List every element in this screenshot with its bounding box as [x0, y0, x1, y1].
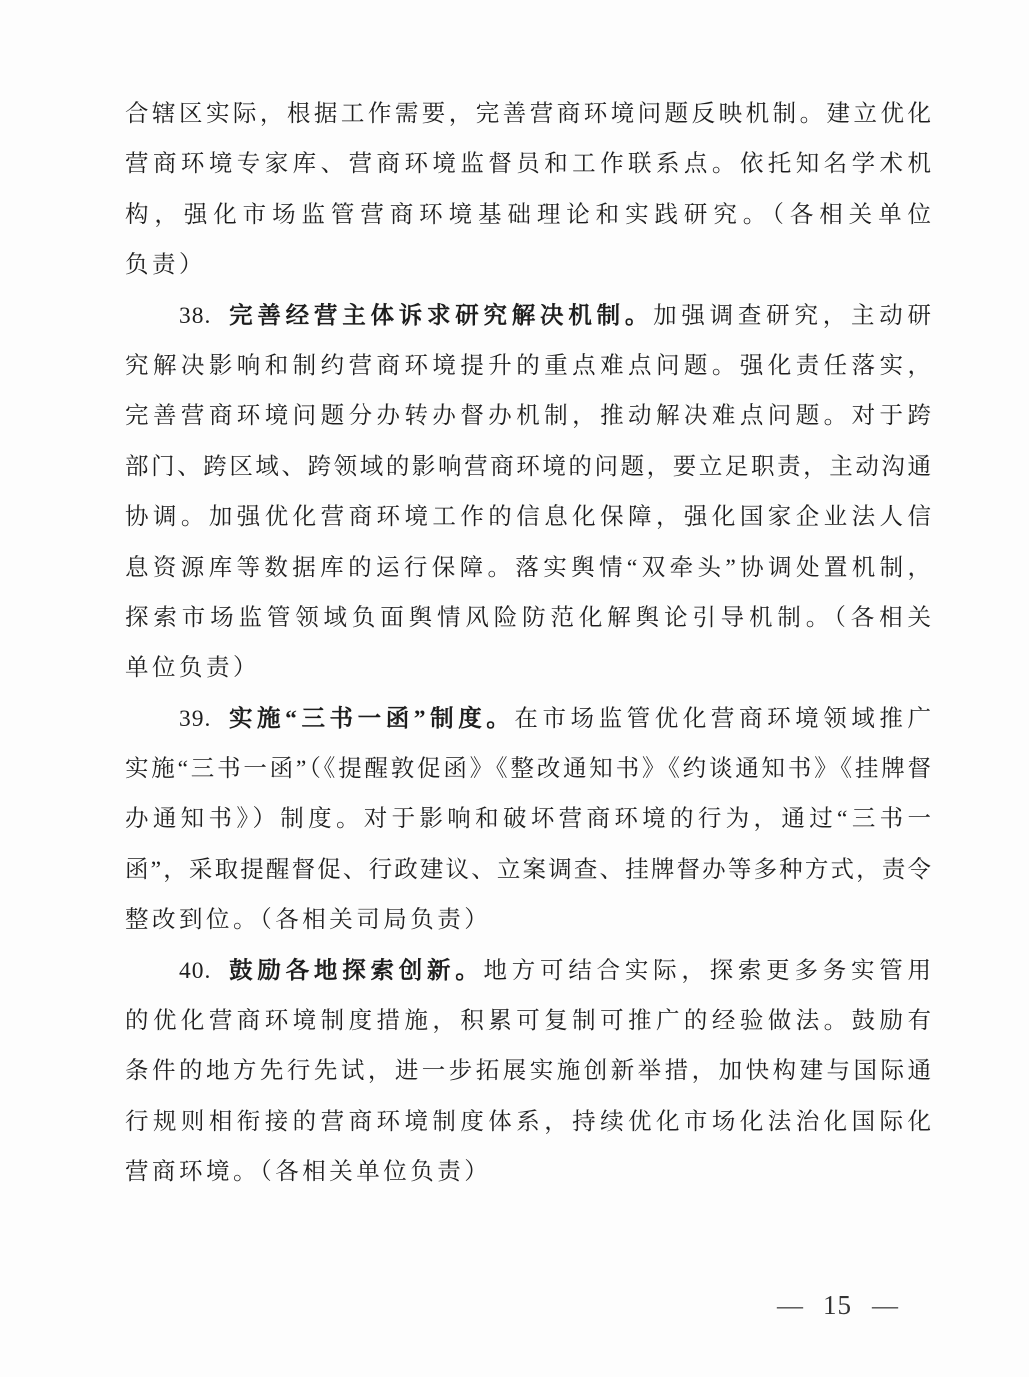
- page-number: 15: [823, 1290, 852, 1320]
- text-line: 部门、跨区域、跨领域的影响营商环境的问题，要立足职责，主动沟通: [125, 453, 931, 480]
- text-line: 息资源库等数据库的运行保障。落实舆情“双牵头”协调处置机制，: [125, 554, 931, 581]
- text-line: [125, 694, 931, 744]
- item-number: 39.: [179, 705, 212, 732]
- item-title: 实施“三书一函”制度。: [224, 705, 515, 732]
- text-line: 实施“三书一函”（《提醒敦促函》《整改通知书》《约谈通知书》《挂牌督: [125, 756, 931, 783]
- item-text: 加强调查研究，主动研: [653, 302, 931, 329]
- text-line: 营商环境专家库、营商环境监督员和工作联系点。依托知名学术机: [125, 151, 931, 178]
- paragraph-item-38: [125, 291, 931, 694]
- item-number: 40.: [179, 957, 212, 984]
- text-line: 协调。加强优化营商环境工作的信息化保障，强化国家企业法人信: [125, 504, 931, 531]
- text-line: 单位负责）: [125, 655, 260, 682]
- text-line: 负责）: [125, 252, 206, 279]
- paragraph-item-40: [125, 946, 931, 1198]
- text-line: 营商环境。（各相关单位负责）: [125, 1159, 492, 1186]
- item-number: 38.: [179, 302, 212, 329]
- text-line: 整改到位。（各相关司局负责）: [125, 907, 492, 934]
- text-line: 究解决影响和制约营商环境提升的重点难点问题。强化责任落实，: [125, 352, 931, 379]
- document-page-body: [125, 89, 931, 1198]
- item-text: 在市场监管优化营商环境领域推广: [514, 705, 931, 732]
- footer-dash-left: —: [777, 1290, 803, 1320]
- text-line: 的优化营商环境制度措施，积累可复制可推广的经验做法。鼓励有: [125, 1008, 931, 1035]
- item-text: 地方可结合实际，探索更多务实管用: [483, 957, 931, 984]
- text-line: 合辖区实际，根据工作需要，完善营商环境问题反映机制。建立优化: [125, 101, 931, 127]
- text-line: 探索市场监管领域负面舆情风险防范化解舆论引导机制。（各相关: [125, 604, 931, 631]
- paragraph-continuation: [125, 89, 931, 291]
- text-line: 构，强化市场监管营商环境基础理论和实践研究。（各相关单位: [125, 201, 931, 228]
- text-line: 办通知书》）制度。对于影响和破坏营商环境的行为，通过“三书一: [125, 806, 931, 833]
- paragraph-item-39: [125, 694, 931, 946]
- item-title: 鼓励各地探索创新。: [224, 957, 484, 984]
- text-line: 行规则相衔接的营商环境制度体系，持续优化市场化法治化国际化: [125, 1108, 931, 1135]
- text-line: [125, 946, 931, 996]
- page-footer: [777, 1292, 898, 1319]
- text-line: 函”，采取提醒督促、行政建议、立案调查、挂牌督办等多种方式，责令: [125, 856, 931, 883]
- footer-dash-right: —: [872, 1290, 898, 1320]
- text-line: 条件的地方先行先试，进一步拓展实施创新举措，加快构建与国际通: [125, 1058, 931, 1085]
- text-line: [125, 291, 931, 341]
- item-title: 完善经营主体诉求研究解决机制。: [224, 302, 654, 329]
- text-line: 完善营商环境问题分办转办督办机制，推动解决难点问题。对于跨: [125, 403, 931, 430]
